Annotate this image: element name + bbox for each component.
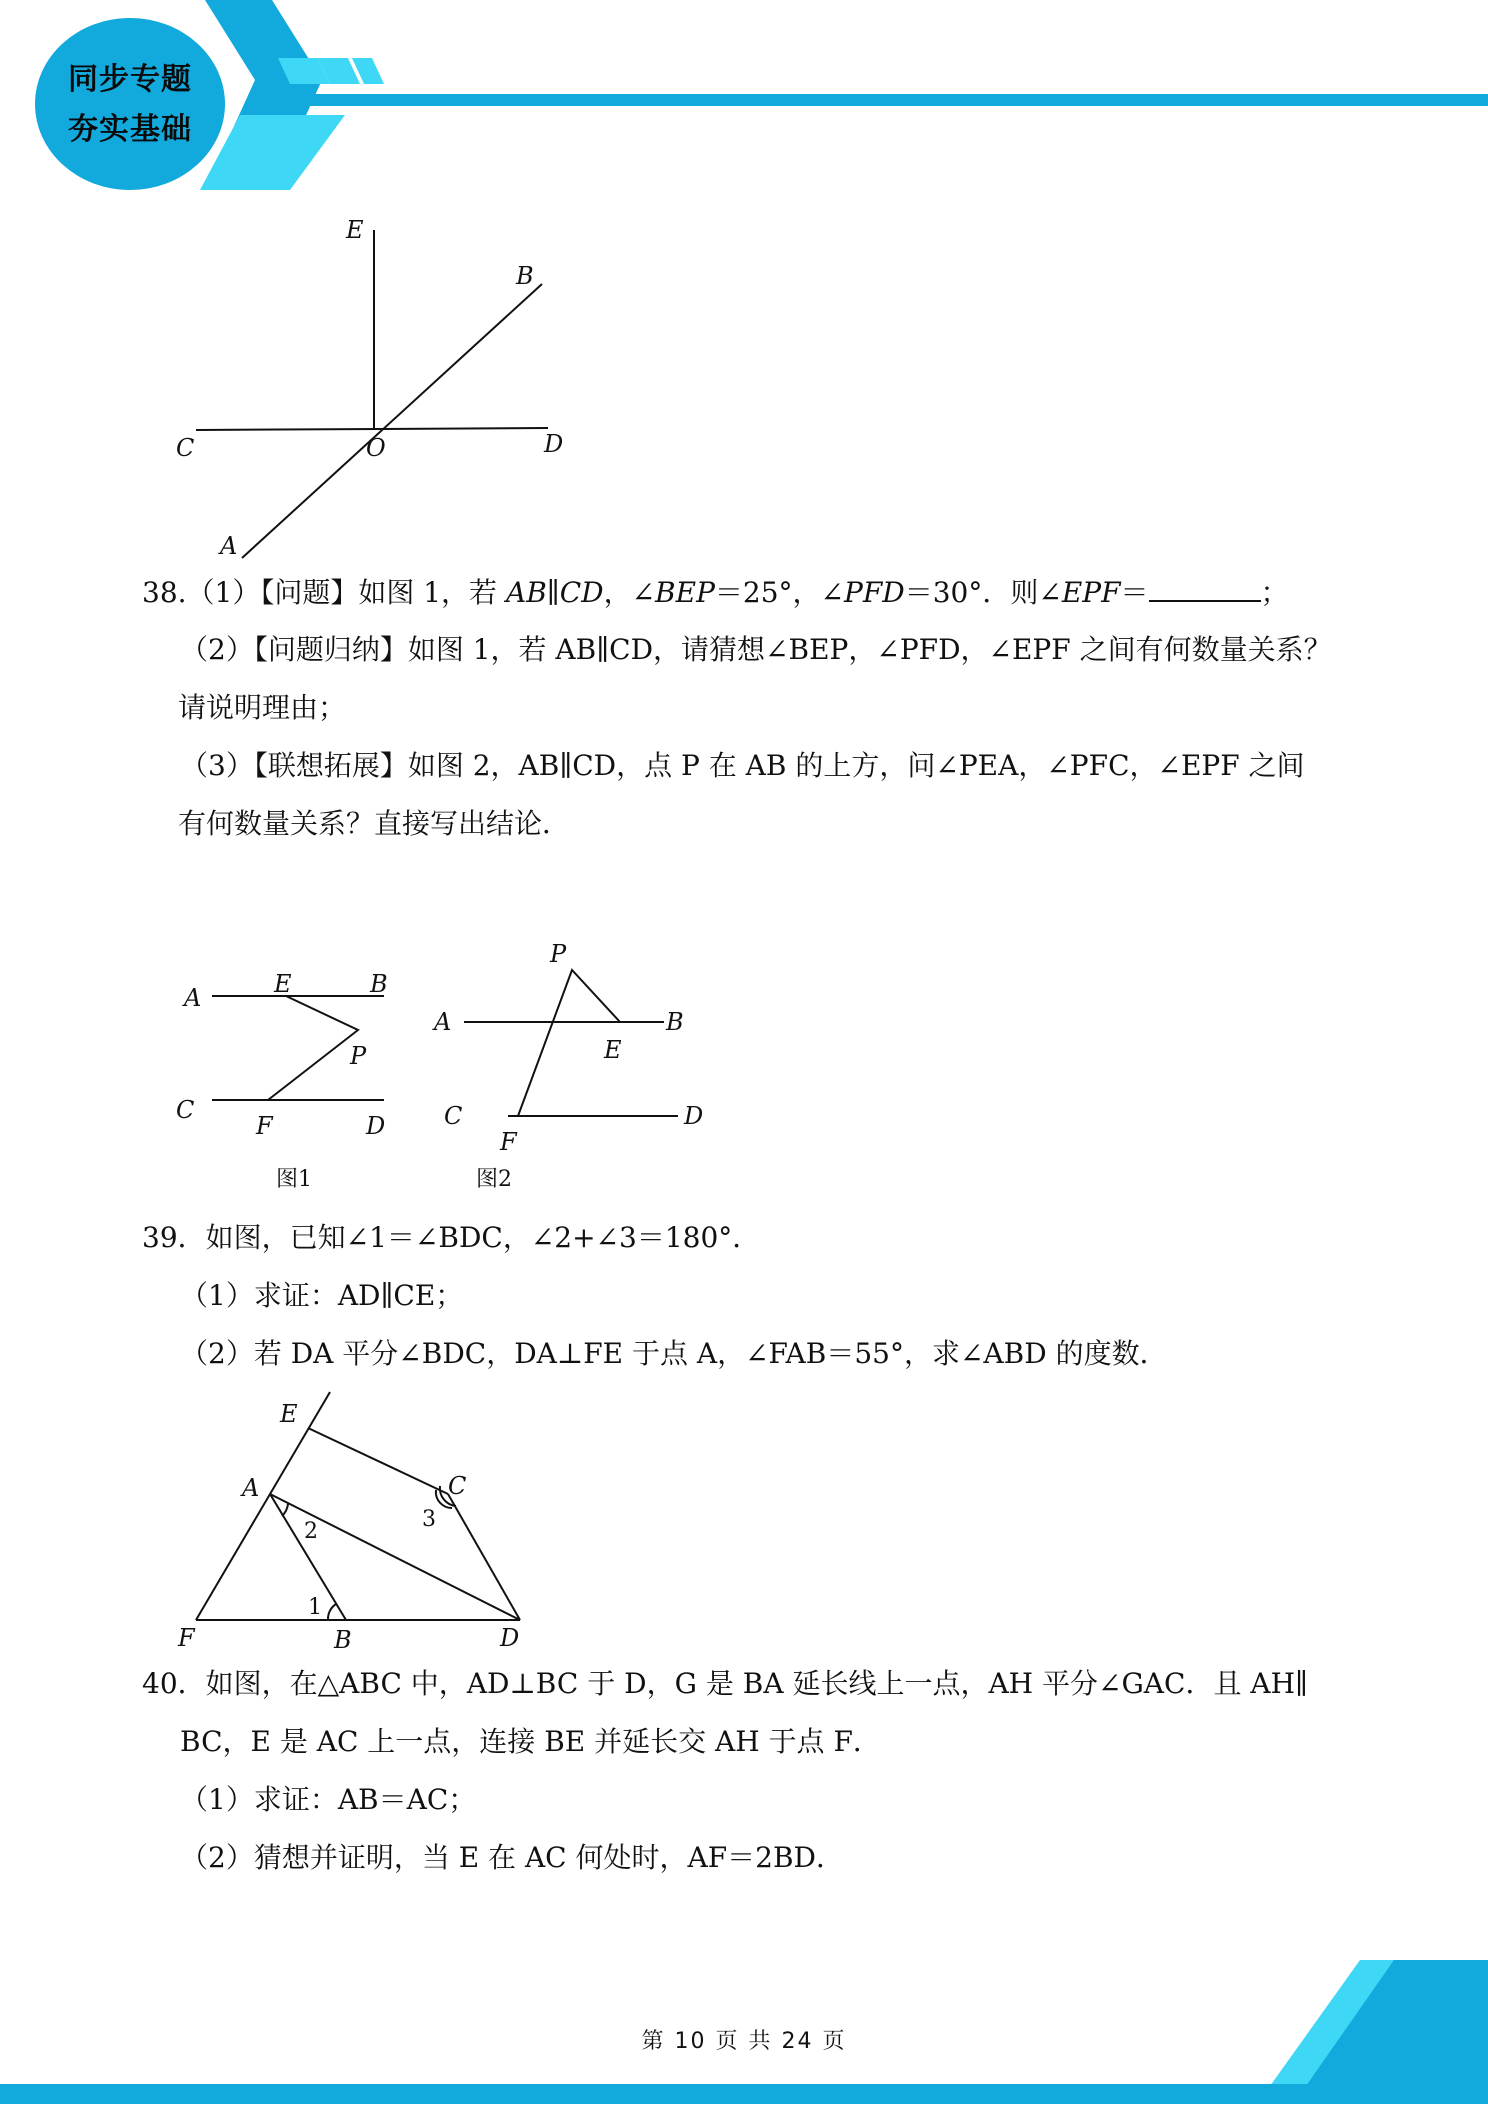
q38-line2: （2）【问题归纳】如图 1，若 AB∥CD，请猜想∠BEP，∠PFD，∠EPF 之间有何数量关系？ (180, 633, 1332, 666)
figure-39 (170, 1380, 550, 1664)
q40-line3: （1）求证：AB＝AC； (180, 1783, 477, 1816)
f2-label-B: B (666, 1008, 684, 1036)
f1-label-A: A (184, 984, 202, 1012)
f2-label-D: D (684, 1102, 704, 1130)
figure-37 (160, 210, 590, 574)
f1-label-C: C (176, 1096, 195, 1124)
label-O: O (366, 434, 386, 462)
angle-2: 2 (304, 1519, 318, 1544)
q38-line1: 38.（1）【问题】如图 1，若 AB∥CD，∠BEP＝25°，∠PFD＝30°．则∠EPF＝ ； (142, 572, 1289, 613)
label-C: C (448, 1472, 467, 1500)
label-A: A (242, 1474, 260, 1502)
label-E: E (346, 216, 364, 244)
angle-3: 3 (422, 1507, 436, 1532)
q39-line2: （1）求证：AD∥CE； (180, 1279, 464, 1312)
label-B: B (334, 1626, 352, 1654)
q38-line4: （3）【联想拓展】如图 2，AB∥CD，点 P 在 AB 的上方，问∠PEA，∠PFC，∠EPF 之间 (180, 749, 1305, 782)
f1-caption: 图1 (276, 1167, 312, 1192)
f1-label-P: P (350, 1042, 367, 1070)
q39-line1: 39．如图，已知∠1＝∠BDC，∠2+∠3＝180°． (142, 1221, 761, 1254)
page-number: 第 10 页 共 24 页 (641, 2029, 847, 2054)
f2-label-F: F (500, 1128, 517, 1156)
angle-1: 1 (308, 1595, 322, 1620)
q40-line1: 40．如图，在△ABC 中，AD⊥BC 于 D，G 是 BA 延长线上一点，AH 平分∠GAC．且 AH∥ (142, 1667, 1308, 1700)
label-C: C (176, 434, 195, 462)
q40-line4: （2）猜想并证明，当 E 在 AC 何处时，AF＝2BD． (180, 1841, 844, 1874)
q39-line3: （2）若 DA 平分∠BDC，DA⊥FE 于点 A，∠FAB＝55°，求∠ABD 的度数． (180, 1337, 1168, 1370)
label-D: D (544, 430, 564, 458)
q38-line5: 有何数量关系？直接写出结论． (178, 807, 571, 840)
f1-label-B: B (370, 970, 388, 998)
badge-line-2: 夯实基础 (68, 111, 192, 147)
f2-label-A: A (434, 1008, 452, 1036)
q38-line3: 请说明理由； (178, 691, 347, 724)
f2-label-E: E (604, 1036, 622, 1064)
badge-line-1: 同步专题 (68, 61, 192, 97)
f1-label-D: D (366, 1112, 386, 1140)
f2-label-P: P (550, 940, 567, 968)
f1-label-F: F (256, 1112, 273, 1140)
q40-line2: BC，E 是 AC 上一点，连接 BE 并延长交 AH 于点 F． (180, 1725, 881, 1758)
label-B: B (516, 262, 534, 290)
header-badge (34, 22, 226, 187)
label-F: F (178, 1624, 195, 1652)
f2-caption: 图2 (476, 1167, 512, 1192)
answer-blank (1149, 572, 1261, 602)
label-D: D (500, 1624, 520, 1652)
figure-38 (170, 940, 730, 1204)
f2-label-C: C (444, 1102, 463, 1130)
label-E: E (280, 1400, 298, 1428)
label-A: A (220, 532, 238, 560)
f1-label-E: E (274, 970, 292, 998)
